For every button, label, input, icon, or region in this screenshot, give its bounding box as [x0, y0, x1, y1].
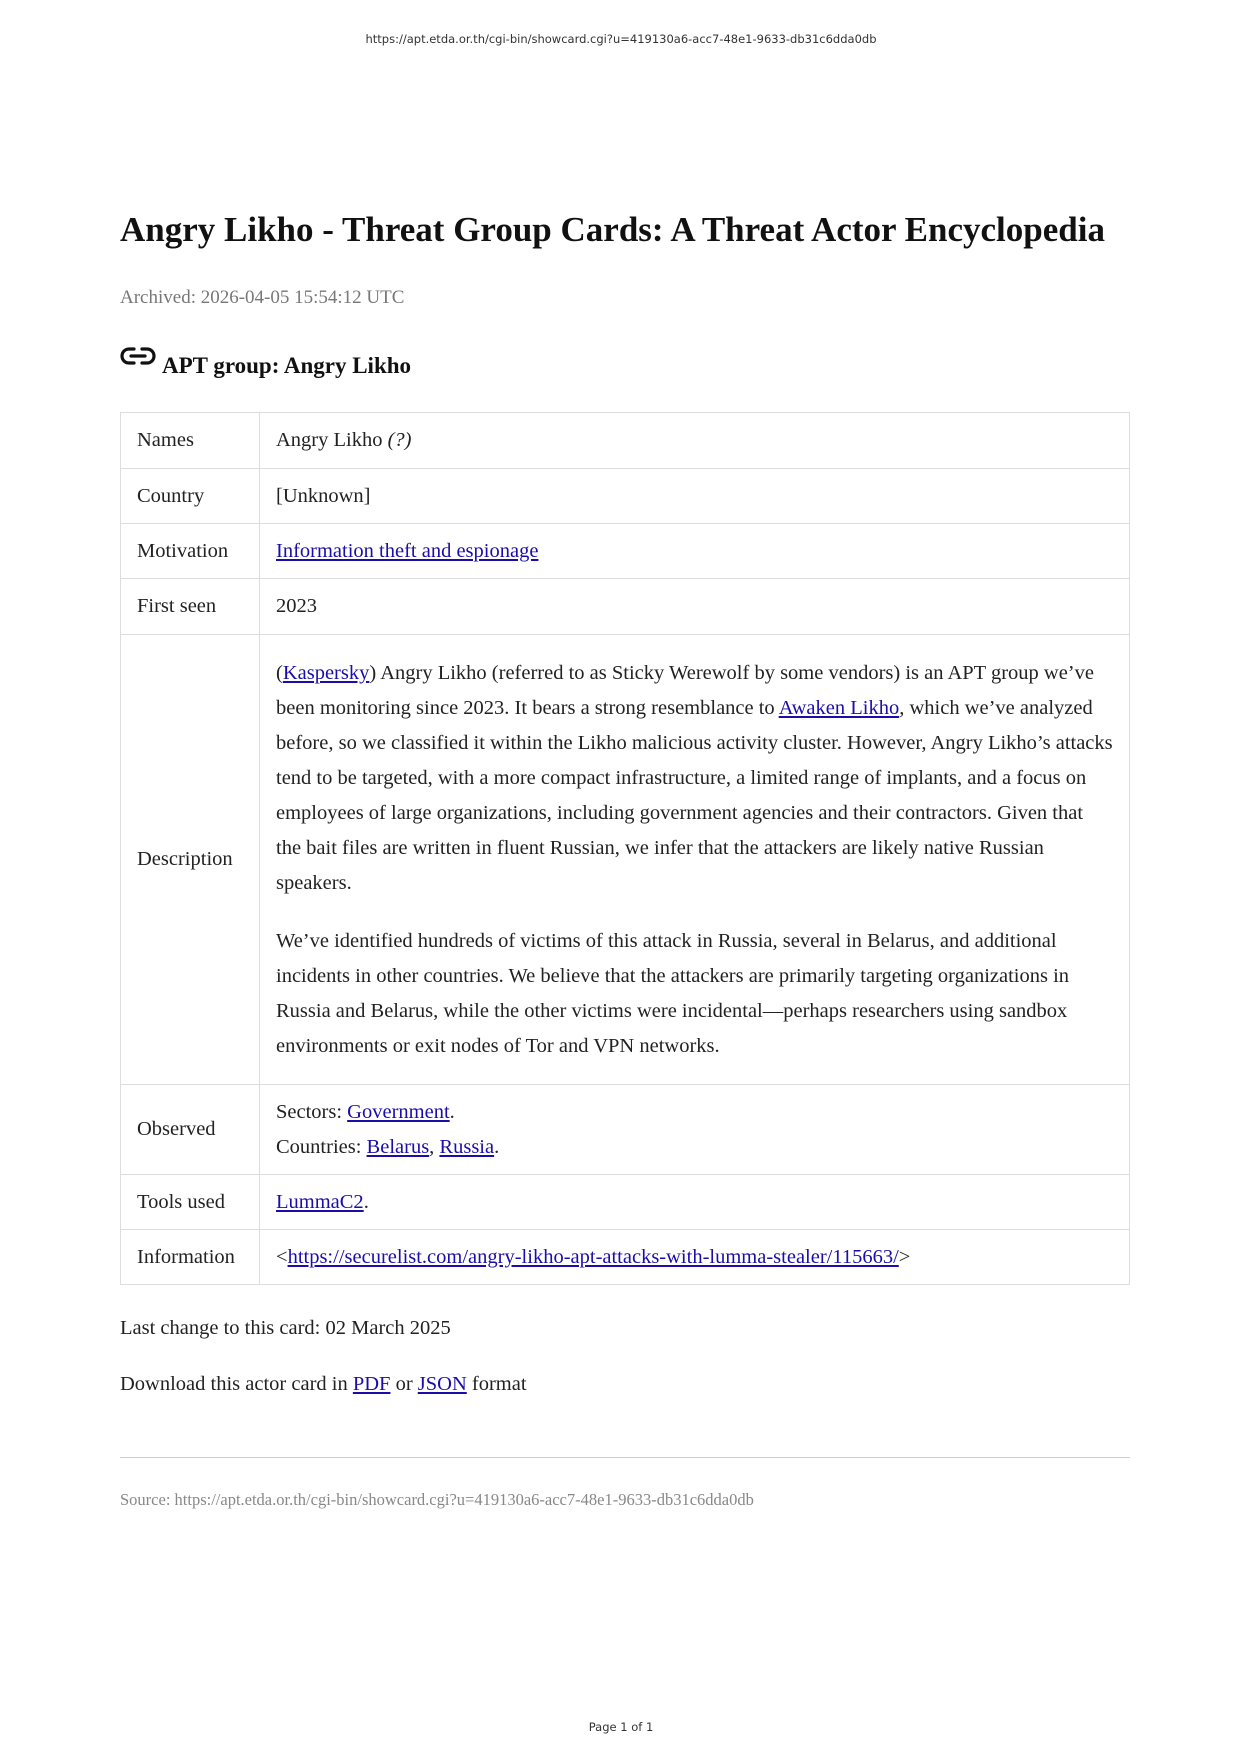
tools-label: Tools used	[121, 1175, 260, 1230]
table-row-information	[121, 1230, 1130, 1285]
divider	[120, 1457, 1130, 1458]
description-paragraph-1	[276, 656, 1113, 901]
description-paragraph-2: We’ve identified hundreds of victims of this attack in Russia, several in Belarus, and additional incidents in other countries. We believe that the attackers are primarily targeting organizations in Russia and Belarus, while the other victims were incidental—perhaps researchers using sandbox environments or exit nodes of Tor and VPN networks.	[276, 929, 1070, 1057]
last-change-text: Last change to this card: 02 March 2025	[120, 1317, 451, 1339]
page-url-header: https://apt.etda.or.th/cgi-bin/showcard.cgi?u=419130a6-acc7-48e1-9633-db31c6dda0db	[365, 32, 877, 46]
country-label: Country	[121, 469, 260, 524]
countries-label: Countries:	[276, 1135, 367, 1158]
page-number: Page 1 of 1	[588, 1720, 654, 1734]
observed-countries	[276, 1130, 1113, 1165]
table-row-observed	[121, 1085, 1130, 1175]
download-line	[120, 1374, 527, 1395]
download-or: or	[390, 1373, 418, 1395]
tools-end: .	[363, 1190, 369, 1213]
description-text-a: ) Angry Likho (referred to as Sticky Werewolf by some vendors) is an APT group we’ve been monitoring since 2023. It bears a strong resemblance to	[276, 661, 1094, 719]
motivation-value	[260, 524, 1130, 579]
actor-card-table	[120, 412, 1130, 1285]
country-link-russia[interactable]: Russia	[439, 1135, 495, 1158]
download-suffix: format	[466, 1373, 527, 1395]
table-row-names	[121, 413, 1130, 469]
tool-link-lummac2[interactable]: LummaC2	[276, 1190, 364, 1213]
awaken-likho-link[interactable]: Awaken Likho	[778, 696, 900, 719]
archived-timestamp: Archived: 2026-04-05 15:54:12 UTC	[120, 287, 405, 308]
link-icon[interactable]	[120, 343, 156, 369]
page-title: Angry Likho - Threat Group Cards: A Threat Actor Encyclopedia	[120, 210, 1105, 249]
country-value: [Unknown]	[260, 469, 1130, 524]
description-open-paren: (	[276, 661, 283, 684]
names-value	[260, 413, 1130, 469]
observed-value	[260, 1085, 1130, 1175]
json-download-link[interactable]: JSON	[417, 1373, 467, 1395]
securelist-link[interactable]: https://securelist.com/angry-likho-apt-attacks-with-lumma-stealer/115663/	[287, 1245, 899, 1268]
countries-separator: ,	[429, 1135, 440, 1158]
sectors-label: Sectors:	[276, 1100, 348, 1123]
table-row-motivation	[121, 524, 1130, 579]
first-seen-label: First seen	[121, 579, 260, 635]
motivation-link[interactable]: Information theft and espionage	[276, 539, 539, 562]
countries-end: .	[494, 1135, 500, 1158]
download-prefix: Download this actor card in	[120, 1373, 353, 1395]
table-row-country	[121, 469, 1130, 524]
kaspersky-link[interactable]: Kaspersky	[282, 661, 370, 684]
pdf-download-link[interactable]: PDF	[352, 1373, 391, 1395]
table-row-first-seen	[121, 579, 1130, 635]
tools-value	[260, 1175, 1130, 1230]
observed-label: Observed	[121, 1085, 260, 1175]
description-label: Description	[121, 635, 260, 1085]
description-value	[260, 635, 1130, 1085]
names-label: Names	[121, 413, 260, 469]
description-text-b: , which we’ve analyzed before, so we classified it within the Likho malicious activity cluster. However, Angry Likho’s attacks tend to be targeted, with a more compact infrastructure, a limited range of implants, and a focus on employees of large organizations, including government agencies and their contractors. Given that the bait files are written in fluent Russian, we infer that the attackers are likely native Russian speakers.	[276, 696, 1113, 894]
section-heading	[120, 340, 411, 377]
sector-link-government[interactable]: Government	[347, 1100, 450, 1123]
table-row-tools	[121, 1175, 1130, 1230]
motivation-label: Motivation	[121, 524, 260, 579]
observed-sectors	[276, 1095, 1113, 1130]
information-label: Information	[121, 1230, 260, 1285]
source-url: Source: https://apt.etda.or.th/cgi-bin/showcard.cgi?u=419130a6-acc7-48e1-9633-db31c6dda0db	[120, 1490, 754, 1509]
information-close: >	[898, 1245, 911, 1268]
group-heading: APT group: Angry Likho	[162, 353, 412, 378]
country-link-belarus[interactable]: Belarus	[366, 1135, 430, 1158]
names-text: Angry Likho	[276, 429, 383, 451]
table-row-description	[121, 635, 1130, 1085]
names-qualifier: (?)	[387, 429, 412, 451]
information-open: <	[276, 1245, 288, 1268]
first-seen-value: 2023	[260, 579, 1130, 635]
sectors-end: .	[449, 1100, 455, 1123]
information-value	[260, 1230, 1130, 1285]
